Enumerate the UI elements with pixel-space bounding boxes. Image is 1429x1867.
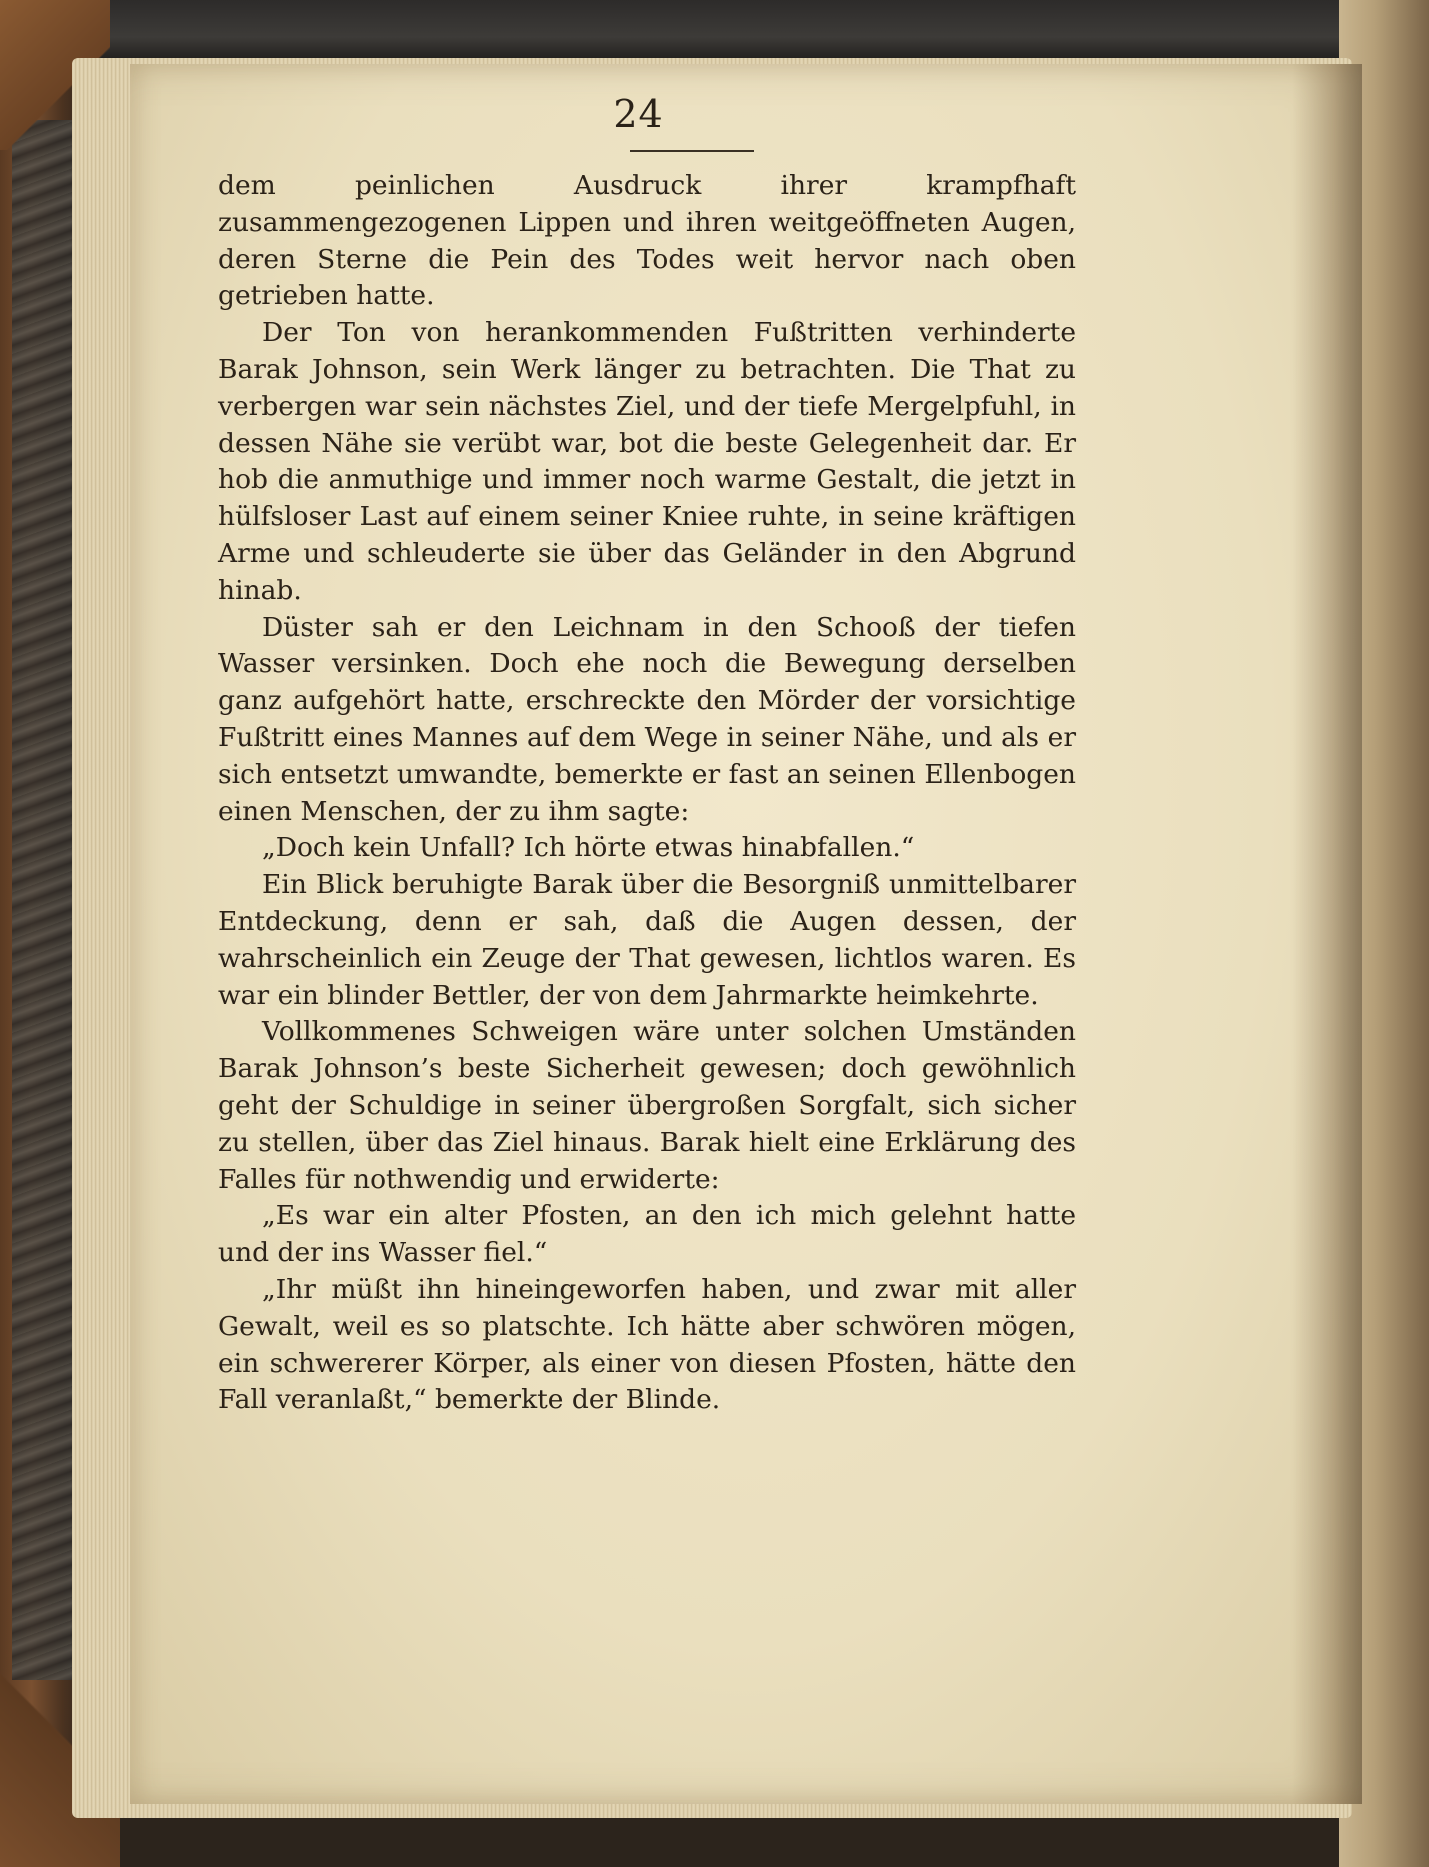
paragraph: dem peinlichen Ausdruck ihrer krampfhaft zusammengezogenen Lippen und ihren weitgeöffneten Augen, deren Sterne die Pein des Todes weit hervor nach oben getrieben hatte.: [218, 170, 1076, 312]
paragraph: Vollkommenes Schweigen wäre unter solchen Umständen Barak Johnson’s beste Sicherheit gewesen; doch gewöhnlich geht der Schuldige in seiner übergroßen Sorgfalt, sich sicher zu stellen, über das Ziel hinaus. Barak hielt eine Erklärung des Falles für nothwendig und erwiderte:: [218, 1016, 1076, 1195]
back-cover-edge: [90, 0, 1429, 62]
paragraph: „Doch kein Unfall? Ich hörte etwas hinabfallen.“: [262, 832, 915, 864]
paragraph: „Ihr müßt ihn hineingeworfen haben, und zwar mit aller Gewalt, weil es so platschte. Ich hätte aber schwören mögen, ein schwererer Körper, als einer von diesen Pfosten, hätte den Fall veranlaßt,“ bemerkte der Blinde.: [218, 1273, 1076, 1416]
gutter-shadow: [1292, 64, 1362, 1804]
page-number-rule: [630, 150, 754, 152]
paragraph: Der Ton von herankommenden Fußtritten verhinderte Barak Johnson, sein Werk länger zu betrachten. Die That zu verbergen war sein nächstes Ziel, und der tiefe Mergelpfuhl, in dessen Nähe sie verübt war, bot die beste Gelegenheit dar. Er hob die anmuthige und immer noch warme Gestalt, die jetzt in hülfsloser Last auf einem seiner Kniee ruhte, in seine kräftigen Arme und schleuderte sie über das Geländer in den Abgrund hinab.: [218, 317, 1076, 606]
marbled-board: [12, 120, 72, 1680]
body-text: [218, 168, 1076, 1419]
paragraph: „Es war ein alter Pfosten, an den ich mich gelehnt hatte und der ins Wasser fiel.“: [218, 1200, 1076, 1269]
paragraph: Düster sah er den Leichnam in den Schooß der tiefen Wasser versinken. Doch ehe noch die Bewegung derselben ganz aufgehört hatte, erschreckte den Mörder der vorsichtige Fußtritt eines Mannes auf dem Wege in seiner Nähe, und als er sich entsetzt umwandte, bemerkte er fast an seinen Ellenbogen einen Menschen, der zu ihm sagte:: [218, 611, 1076, 827]
paragraph: Ein Blick beruhigte Barak über die Besorgniß unmittelbarer Entdeckung, denn er sah, daß die Augen dessen, der wahrscheinlich ein Zeuge der That gewesen, lichtlos waren. Es war ein blinder Bettler, der von dem Jahrmarkte heimkehrte.: [218, 869, 1076, 1011]
page-number: 24: [613, 92, 664, 136]
